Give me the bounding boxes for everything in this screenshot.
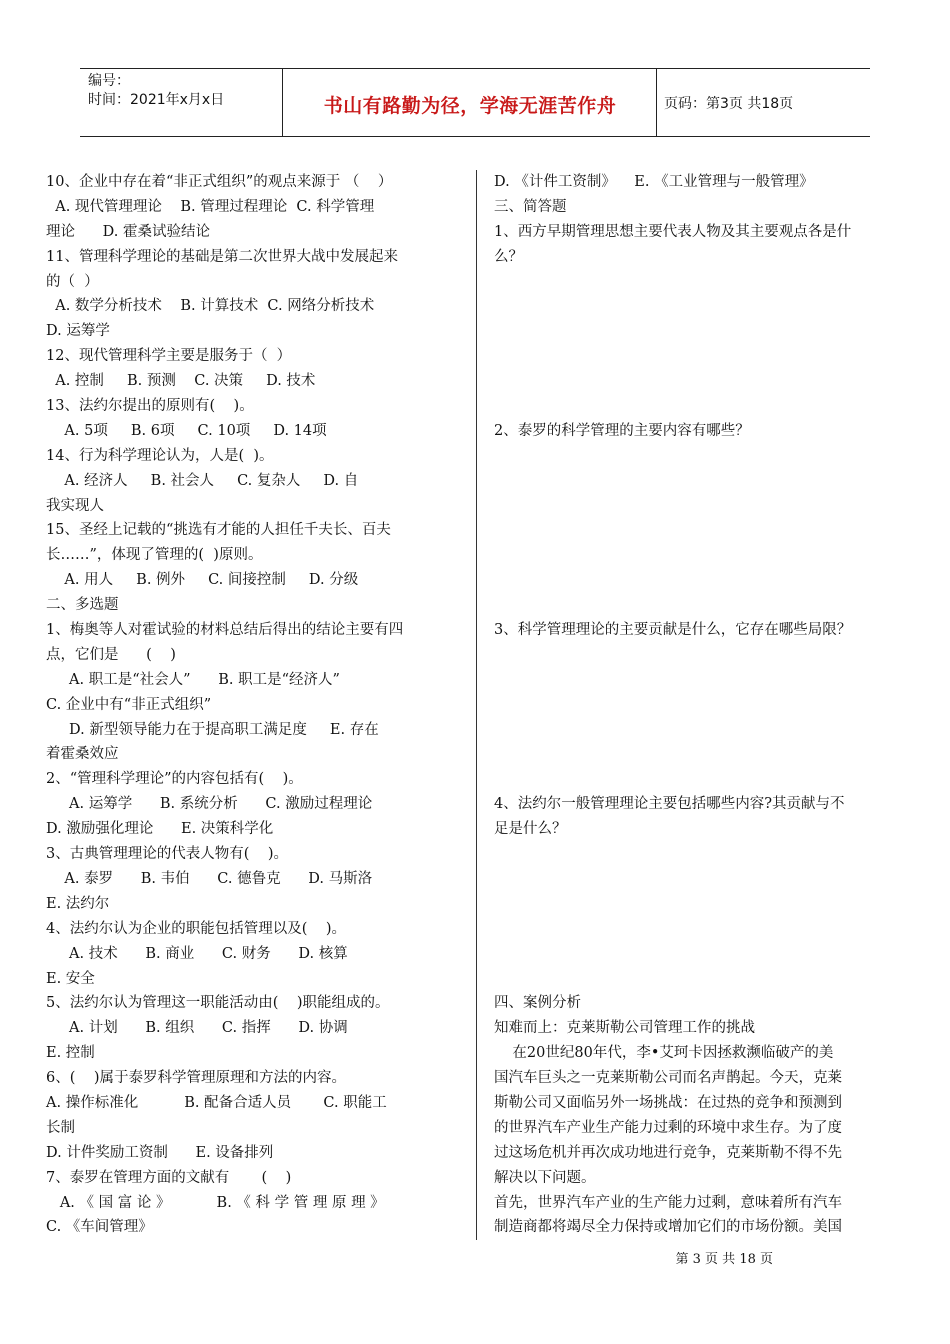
right-text-line — [494, 593, 906, 618]
right-text-line: 1、西方早期管理思想主要代表人物及其主要观点各是什 — [494, 223, 852, 240]
left-text-line: 15、圣经上记载的“挑选有才能的人担任千夫长、百夫 — [46, 522, 391, 539]
right-text-line — [494, 518, 906, 543]
left-text-line: A. 用人 B. 例外 C. 间接控制 D. 分级 — [46, 572, 359, 589]
left-text-line: D. 计件奖励工资制 E. 设备排列 — [46, 1144, 274, 1161]
left-text-line: 点，它们是 ( ) — [46, 646, 176, 663]
left-text-line: D. 运筹学 — [46, 323, 110, 340]
right-text-line: 4、法约尔一般管理理论主要包括哪些内容?其贡献与不 — [494, 796, 845, 813]
page-footer: 第 3 页 共 18 页 — [675, 1252, 773, 1267]
left-text-line: 14、行为科学理论认为，人是( )。 — [46, 447, 274, 464]
right-text-line — [494, 319, 906, 344]
left-text-line: C. 企业中有“非正式组织” — [46, 696, 212, 713]
left-text-line: 长……”，体现了管理的( )原则。 — [46, 547, 263, 564]
column-divider — [476, 170, 477, 1240]
left-text-line: 我实现人 — [46, 497, 104, 514]
left-text-line: A. 泰罗 B. 韦伯 C. 德鲁克 D. 马斯洛 — [46, 870, 373, 887]
right-column — [494, 170, 906, 1240]
right-text-line: 的世界汽车产业生产能力过剩的环境中求生存。为了度 — [494, 1119, 842, 1136]
right-text-line — [494, 842, 906, 867]
right-text-line: 国汽车巨头之一克莱斯勒公司而名声鹊起。今天，克莱 — [494, 1070, 842, 1087]
left-text-line: 1、梅奥等人对霍试验的材料总结后得出的结论主要有四 — [46, 622, 404, 639]
right-text-line: 2、泰罗的科学管理的主要内容有哪些？ — [494, 422, 750, 439]
right-text-line: 首先，世界汽车产业的生产能力过剩，意味着所有汽车 — [494, 1194, 842, 1211]
right-text-line — [494, 967, 906, 992]
document-number-label: 编号： — [88, 73, 130, 89]
right-text-line — [494, 867, 906, 892]
left-text-line: A. 数学分析技术 B. 计算技术 C. 网络分析技术 — [46, 298, 375, 315]
left-text-line: A. 现代管理理论 B. 管理过程理论 C. 科学管理 — [46, 198, 375, 215]
right-text-line — [494, 693, 906, 718]
right-text-line — [494, 394, 906, 419]
right-text-line: 3、科学管理理论的主要贡献是什么，它存在哪些局限？ — [494, 622, 852, 639]
header-meta — [88, 72, 224, 110]
right-text-line — [494, 643, 906, 668]
left-text-line: A. 计划 B. 组织 C. 指挥 D. 协调 — [46, 1020, 348, 1037]
left-text-line: A. 运筹学 B. 系统分析 C. 激励过程理论 — [46, 796, 373, 813]
header-divider-2 — [656, 68, 657, 136]
left-text-line: A. 《 国 富 论 》 B. 《 科 学 管 理 原 理 》 — [46, 1194, 385, 1211]
right-text-line — [494, 294, 906, 319]
right-text-line — [494, 668, 906, 693]
left-text-line: 13、法约尔提出的原则有( )。 — [46, 398, 254, 415]
right-text-line — [494, 742, 906, 767]
header-motto: 书山有路勤为径，学海无涯苦作舟 — [323, 95, 617, 117]
right-text-line: 么？ — [494, 248, 523, 265]
right-text-line — [494, 469, 906, 494]
right-text-line — [494, 892, 906, 917]
right-text-line: 过这场危机并再次成功地进行竞争，克莱斯勒不得不先 — [494, 1144, 842, 1161]
header-page-number: 页码：第3页 共18页 — [664, 96, 794, 112]
left-text-line: E. 法约尔 — [46, 895, 110, 912]
right-text-line — [494, 917, 906, 942]
right-text-line — [494, 718, 906, 743]
left-text-line: 6、( )属于泰罗科学管理原理和方法的内容。 — [46, 1070, 346, 1087]
left-text-line: 5、法约尔认为管理这一职能活动由( )职能组成的。 — [46, 995, 390, 1012]
left-text-line: A. 经济人 B. 社会人 C. 复杂人 D. 自 — [46, 472, 359, 489]
left-text-line: 3、古典管理理论的代表人物有( )。 — [46, 846, 288, 863]
left-text-line: 2、“管理科学理论”的内容包括有( )。 — [46, 771, 303, 788]
left-text-line: 二、多选题 — [46, 597, 119, 614]
right-text-line — [494, 543, 906, 568]
left-text-line: D. 新型领导能力在于提高职工满足度 E. 存在 — [46, 721, 379, 738]
left-text-line: 10、企业中存在着“非正式组织”的观点来源于 （ ） — [46, 174, 393, 190]
left-text-line: 着霍桑效应 — [46, 746, 119, 763]
left-text-line: D. 激励强化理论 E. 决策科学化 — [46, 821, 274, 838]
right-text-line — [494, 369, 906, 394]
right-text-line: 制造商都将竭尽全力保持或增加它们的市场份额。美国 — [494, 1219, 842, 1236]
left-text-line: 4、法约尔认为企业的职能包括管理以及( )。 — [46, 920, 346, 937]
right-text-line: 在20世纪80年代，李•艾珂卡因拯救濒临破产的美 — [494, 1045, 834, 1062]
right-text-line — [494, 494, 906, 519]
left-text-line: 的（ ） — [46, 273, 99, 290]
left-text-line: 7、泰罗在管理方面的文献有 ( ) — [46, 1169, 292, 1186]
left-text-line: A. 职工是“社会人” B. 职工是“经济人” — [46, 671, 340, 688]
left-text-line: 长制 — [46, 1119, 75, 1136]
left-text-line: A. 控制 B. 预测 C. 决策 D. 技术 — [46, 373, 316, 390]
left-text-line: 11、管理科学理论的基础是第二次世界大战中发展起来 — [46, 248, 398, 265]
right-text-line: 三、简答题 — [494, 198, 567, 215]
header-divider-1 — [282, 68, 283, 136]
right-text-line: 知难而上：克莱斯勒公司管理工作的挑战 — [494, 1020, 755, 1037]
right-text-line: D. 《计件工资制》 E. 《工业管理与一般管理》 — [494, 174, 814, 190]
header-bottom-rule — [80, 136, 870, 137]
right-text-line: 足是什么？ — [494, 821, 567, 838]
right-text-line: 四、案例分析 — [494, 995, 581, 1012]
left-text-line: A. 技术 B. 商业 C. 财务 D. 核算 — [46, 945, 348, 962]
left-text-line: A. 操作标准化 B. 配备合适人员 C. 职能工 — [46, 1094, 387, 1111]
header-top-rule — [80, 68, 870, 69]
left-text-line: A. 5项 B. 6项 C. 10项 D. 14项 — [46, 422, 327, 439]
right-text-line — [494, 767, 906, 792]
left-text-line: E. 安全 — [46, 970, 95, 987]
left-text-line: C. 《车间管理》 — [46, 1219, 153, 1236]
right-text-line — [494, 270, 906, 295]
right-text-line — [494, 568, 906, 593]
left-text-line: E. 控制 — [46, 1045, 95, 1062]
document-date-label: 时间：2021年x月x日 — [88, 92, 225, 108]
right-text-line — [494, 444, 906, 469]
right-text-line: 斯勒公司又面临另外一场挑战：在过热的竞争和预测到 — [494, 1094, 842, 1111]
right-text-line: 解决以下问题。 — [494, 1169, 596, 1186]
left-text-line: 理论 D. 霍桑试验结论 — [46, 223, 210, 240]
left-column — [46, 170, 460, 1240]
right-text-line — [494, 344, 906, 369]
right-text-line — [494, 942, 906, 967]
left-text-line: 12、现代管理科学主要是服务于（ ） — [46, 348, 292, 365]
